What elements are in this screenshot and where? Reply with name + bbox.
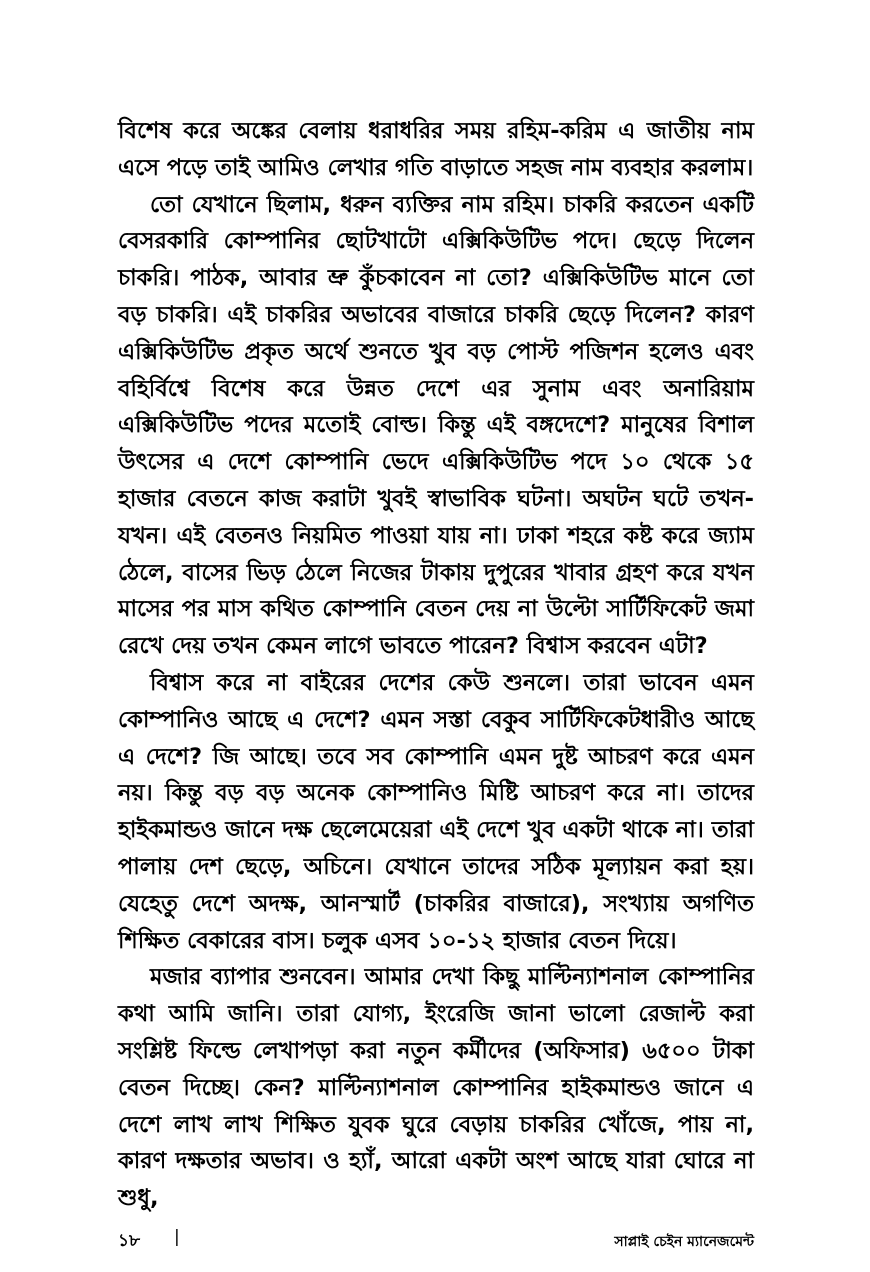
page-body	[118, 113, 754, 1217]
footer-separator: |	[174, 1227, 180, 1247]
paragraph-4: মজার ব্যাপার শুনবেন। আমার দেখা কিছু মাল্টিন্যাশনাল কোম্পানির কথা আমি জানি। তারা যোগ্য, ইংরেজি জানা ভালো রেজাল্ট করা সংশ্লিষ্ট ফিল্ডে লেখাপড়া করা নতুন কর্মীদের (অফিসার) ৬৫০০ টাকা বেতন দিচ্ছে। কেন? মাল্টিন্যাশনাল কোম্পানির হাইকমান্ডও জানে এ দেশে লাখ লাখ শিক্ষিত যুবক ঘুরে বেড়ায় চাকরির খোঁজে, পায় না, কারণ দক্ষতার অভাব। ও হ্যাঁ, আরো একটা অংশ আছে যারা ঘোরে না শুধু,	[118, 964, 754, 1212]
running-title: সাপ্লাই চেইন ম্যানেজমেন্ট	[614, 1234, 754, 1250]
paragraph-1: বিশেষ করে অঙ্কের বেলায় ধরাধরির সময় রহিম-করিম এ জাতীয় নাম এসে পড়ে তাই আমিও লেখার গতি বাড়াতে সহজ নাম ব্যবহার করলাম।	[118, 118, 754, 181]
paragraph-3: বিশ্বাস করে না বাইরের দেশের কেউ শুনলে। তারা ভাবেন এমন কোম্পানিও আছে এ দেশে? এমন সস্তা বেকুব সার্টিফিকেটধারীও আছে এ দেশে? জি আছে। তবে সব কোম্পানি এমন দুষ্ট আচরণ করে এমন নয়। কিন্তু বড় বড় অনেক কোম্পানিও মিষ্টি আচরণ করে না। তাদের হাইকমান্ডও জানে দক্ষ ছেলেমেয়েরা এই দেশে খুব একটা থাকে না। তারা পালায় দেশ ছেড়ে, অচিনে। যেখানে তাদের সঠিক মূল্যায়ন করা হয়। যেহেতু দেশে অদক্ষ, আনস্মার্ট (চাকরির বাজারে), সংখ্যায় অগণিত শিক্ষিত বেকারের বাস। চলুক এসব ১০-১২ হাজার বেতন দিয়ে।	[118, 669, 754, 954]
page-footer	[118, 1228, 754, 1256]
page-number: ১৮	[118, 1231, 141, 1251]
paragraph-2: তো যেখানে ছিলাম, ধরুন ব্যক্তির নাম রহিম। চাকরি করতেন একটি বেসরকারি কোম্পানির ছোটখাটো এক্সিকিউটিভ পদে। ছেড়ে দিলেন চাকরি। পাঠক, আবার ভ্রু কুঁচকাবেন না তো? এক্সিকিউটিভ মানে তো বড় চাকরি। এই চাকরির অভাবের বাজারে চাকরি ছেড়ে দিলেন? কারণ এক্সিকিউটিভ প্রকৃত অর্থে শুনতে খুব বড় পোস্ট পজিশন হলেও এবং বহির্বিশ্বে বিশেষ করে উন্নত দেশে এর সুনাম এবং অনারিয়াম এক্সিকিউটিভ পদের মতোই বোল্ড। কিন্তু এই বঙ্গদেশে? মানুষের বিশাল উৎসের এ দেশে কোম্পানি ভেদে এক্সিকিউটিভ পদে ১০ থেকে ১৫ হাজার বেতনে কাজ করাটা খুবই স্বাভাবিক ঘটনা। অঘটন ঘটে তখন-যখন। এই বেতনও নিয়মিত পাওয়া যায় না। ঢাকা শহরে কষ্ট করে জ্যাম ঠেলে, বাসের ভিড় ঠেলে নিজের টাকায় দুপুরের খাবার গ্রহণ করে যখন মাসের পর মাস কথিত কোম্পানি বেতন দেয় না উল্টো সার্টিফিকেট জমা রেখে দেয় তখন কেমন লাগে ভাবতে পারেন? বিশ্বাস করবেন এটা?	[118, 191, 754, 660]
